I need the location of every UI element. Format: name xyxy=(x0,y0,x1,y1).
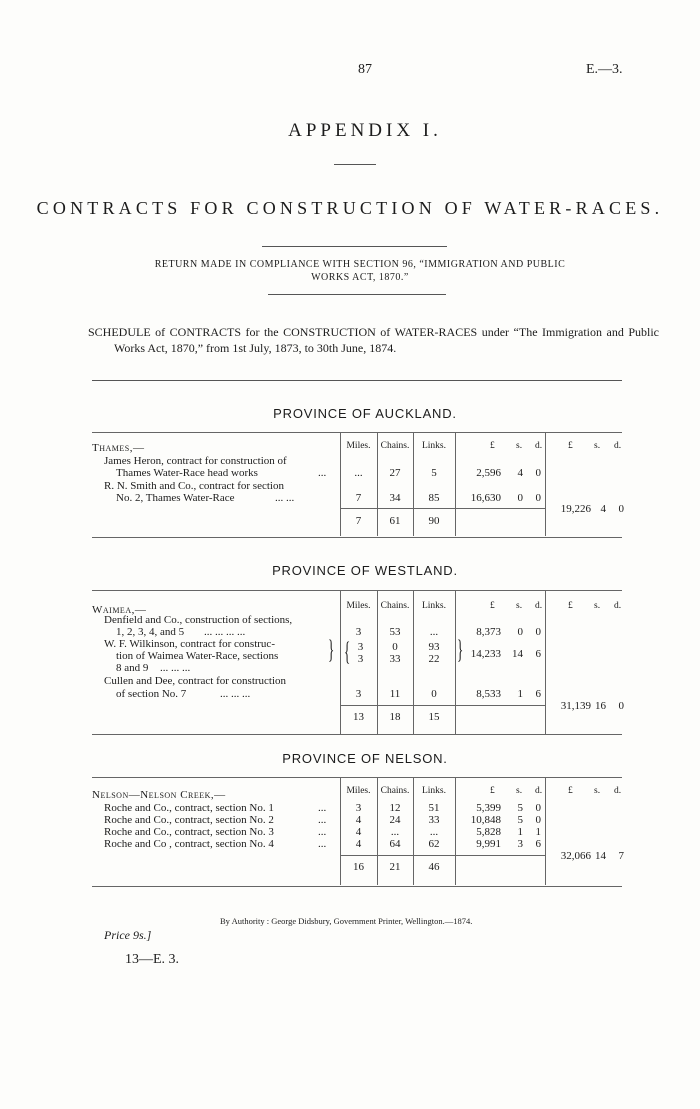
header-chains: Chains. xyxy=(380,601,410,611)
cell-chains: ... xyxy=(390,826,400,838)
brace-left: { xyxy=(344,637,351,666)
cell-shillings: 0 xyxy=(517,492,523,504)
cell-links: 0 xyxy=(431,688,437,700)
cell-chains: 11 xyxy=(389,688,401,700)
grand-total-shillings: 16 xyxy=(595,700,606,712)
district-nelson-creek: Nelson—Nelson Creek,— xyxy=(92,789,226,801)
leader-dots: ... xyxy=(318,814,327,826)
signature-mark: 13—E. 3. xyxy=(125,952,180,967)
contract-description: R. N. Smith and Co., contract for section xyxy=(104,480,284,492)
cell-chains: 0 xyxy=(392,641,398,653)
leader-dots: ... ... xyxy=(275,492,295,504)
cell-pounds: 2,596 xyxy=(476,467,501,479)
brace-right: } xyxy=(328,635,335,664)
cell-miles: 3 xyxy=(355,626,362,638)
cell-miles: 4 xyxy=(355,814,362,826)
contract-description: Roche and Co , contract, section No. 4 xyxy=(104,838,274,850)
cell-miles: ... xyxy=(354,467,363,479)
cell-pence: 1 xyxy=(535,826,541,838)
nelson-bottom-rule xyxy=(92,886,622,887)
header-pounds: £ xyxy=(490,441,495,451)
cell-pence: 0 xyxy=(535,626,541,638)
contract-description: Roche and Co., contract, section No. 2 xyxy=(104,814,274,826)
cell-links: 93 xyxy=(428,641,440,653)
section-rule xyxy=(92,380,622,381)
cell-shillings: 0 xyxy=(517,626,523,638)
cell-shillings: 5 xyxy=(517,814,523,826)
cell-chains: 24 xyxy=(389,814,401,826)
leader-dots: ... xyxy=(318,838,327,850)
total-links: 15 xyxy=(428,711,440,723)
cell-pence: 6 xyxy=(535,688,541,700)
grand-total-shillings: 14 xyxy=(595,850,606,862)
schedule-description: SCHEDULE of CONTRACTS for the CONSTRUCTION of WATER-RACES under “The Immigration and Public Works Act, 1870,” from 1st July, 1873, to 30th June, 1874. xyxy=(88,325,659,355)
cell-chains: 53 xyxy=(389,626,401,638)
total-chains: 61 xyxy=(389,515,401,527)
header-miles: Miles. xyxy=(346,786,371,796)
subtotal-rule xyxy=(340,508,545,509)
total-miles: 16 xyxy=(353,861,364,873)
total-miles: 7 xyxy=(355,515,362,527)
appendix-title: APPENDIX I. xyxy=(288,120,442,141)
cell-pounds: 8,373 xyxy=(476,626,501,638)
cell-links: 33 xyxy=(428,814,440,826)
cell-pounds: 14,233 xyxy=(470,648,501,660)
westland-top-rule xyxy=(92,590,622,591)
cell-shillings: 3 xyxy=(517,838,523,850)
return-line-1: RETURN MADE IN COMPLIANCE WITH SECTION 96, “IMMIGRATION AND PUBLIC xyxy=(154,259,566,270)
cell-shillings: 4 xyxy=(517,467,523,479)
cell-pence: 0 xyxy=(535,467,541,479)
header-total-pence: d. xyxy=(614,786,622,796)
subtotal-rule xyxy=(340,855,545,856)
cell-miles: 3 xyxy=(355,802,362,814)
cell-miles: 4 xyxy=(355,838,362,850)
cell-miles: 3 xyxy=(355,688,362,700)
header-chains: Chains. xyxy=(380,786,410,796)
leader-dots: ... xyxy=(318,802,327,814)
header-miles: Miles. xyxy=(346,601,371,611)
auckland-bottom-rule xyxy=(92,537,622,538)
cell-pounds: 5,399 xyxy=(476,802,501,814)
header-total-pence: d. xyxy=(614,601,622,611)
cell-pounds: 5,828 xyxy=(476,826,501,838)
contract-description: Roche and Co., contract, section No. 1 xyxy=(104,802,274,814)
leader-dots: ... xyxy=(318,826,327,838)
header-total-pounds: £ xyxy=(568,786,573,796)
grand-total-shillings: 4 xyxy=(600,503,606,515)
header-links: Links. xyxy=(421,441,446,451)
cell-pounds: 10,848 xyxy=(470,814,501,826)
cell-links: ... xyxy=(429,626,439,638)
cell-shillings: 5 xyxy=(517,802,523,814)
header-total-shillings: s. xyxy=(594,786,601,796)
col-divider xyxy=(545,777,546,885)
col-divider xyxy=(545,432,546,536)
document-reference: E.—3. xyxy=(586,62,623,77)
grand-total-pounds: 31,139 xyxy=(560,700,591,712)
contract-description: Cullen and Dee, contract for construction xyxy=(104,675,287,687)
cell-links: 5 xyxy=(431,467,437,479)
header-total-pounds: £ xyxy=(568,441,573,451)
return-top-rule xyxy=(262,246,447,247)
header-pence: d. xyxy=(535,441,543,451)
header-total-pence: d. xyxy=(614,441,622,451)
price: Price 9s.] xyxy=(104,928,152,942)
contract-description: 1, 2, 3, 4, and 5 xyxy=(116,626,185,638)
cell-chains: 34 xyxy=(389,492,401,504)
cell-chains: 64 xyxy=(389,838,401,850)
cell-pounds: 8,533 xyxy=(476,688,501,700)
cell-pence: 0 xyxy=(535,492,541,504)
cell-links: 22 xyxy=(428,653,440,665)
cell-links: 62 xyxy=(428,838,440,850)
total-chains: 21 xyxy=(389,861,401,873)
cell-shillings: 1 xyxy=(517,688,523,700)
cell-miles: 3 xyxy=(357,653,364,665)
cell-pence: 0 xyxy=(535,802,541,814)
cell-miles: 3 xyxy=(357,641,364,653)
contract-description: tion of Waimea Water-Race, sections xyxy=(116,650,279,662)
cell-links: 51 xyxy=(428,802,440,814)
total-links: 46 xyxy=(428,861,440,873)
contract-description: Roche and Co., contract, section No. 3 xyxy=(104,826,274,838)
province-westland-title: PROVINCE OF WESTLAND. xyxy=(272,563,458,578)
cell-shillings: 14 xyxy=(512,648,523,660)
header-pounds: £ xyxy=(490,786,495,796)
province-nelson-title: PROVINCE OF NELSON. xyxy=(282,751,448,766)
header-shillings: s. xyxy=(516,601,523,611)
cell-miles: 4 xyxy=(355,826,362,838)
cell-chains: 27 xyxy=(389,467,401,479)
grand-total-pence: 7 xyxy=(618,850,624,862)
page-number: 87 xyxy=(358,62,372,77)
leader-dots: ... xyxy=(318,467,327,479)
header-total-shillings: s. xyxy=(594,601,601,611)
return-heading xyxy=(90,258,630,284)
header-pence: d. xyxy=(535,786,543,796)
brace-right: } xyxy=(457,635,464,664)
contract-description: James Heron, contract for construction of xyxy=(104,455,287,467)
contract-description: No. 2, Thames Water-Race xyxy=(116,492,235,504)
cell-pounds: 9,991 xyxy=(476,838,501,850)
header-miles: Miles. xyxy=(346,441,371,451)
printer-authority: By Authority : George Didsbury, Government Printer, Wellington.—1874. xyxy=(220,916,473,926)
total-links: 90 xyxy=(428,515,440,527)
grand-total-pence: 0 xyxy=(618,503,624,515)
cell-chains: 12 xyxy=(389,802,401,814)
grand-total-pounds: 32,066 xyxy=(560,850,591,862)
header-total-pounds: £ xyxy=(568,601,573,611)
province-auckland-title: PROVINCE OF AUCKLAND. xyxy=(273,406,457,421)
col-divider xyxy=(455,590,456,734)
contract-description: Thames Water-Race head works xyxy=(116,467,258,479)
district-waimea: Waimea,— xyxy=(92,604,147,616)
title-rule xyxy=(334,164,376,165)
contract-description: W. F. Wilkinson, contract for construc- xyxy=(104,638,275,650)
grand-total-pounds: 19,226 xyxy=(560,503,591,515)
cell-shillings: 1 xyxy=(517,826,523,838)
return-line-2: WORKS ACT, 1870.” xyxy=(311,272,409,283)
cell-chains: 33 xyxy=(389,653,401,665)
header-links: Links. xyxy=(421,601,446,611)
cell-pence: 6 xyxy=(535,838,541,850)
leader-dots: ... ... ... ... xyxy=(204,626,246,638)
header-shillings: s. xyxy=(516,786,523,796)
header-pence: d. xyxy=(535,601,543,611)
return-bottom-rule xyxy=(268,294,446,295)
header-links: Links. xyxy=(421,786,446,796)
leader-dots: ... ... ... xyxy=(160,662,191,674)
col-divider xyxy=(455,432,456,536)
cell-pence: 6 xyxy=(535,648,541,660)
contract-description: of section No. 7 xyxy=(116,688,187,700)
header-pounds: £ xyxy=(490,601,495,611)
total-miles: 13 xyxy=(353,711,364,723)
westland-bottom-rule xyxy=(92,734,622,735)
cell-pence: 0 xyxy=(535,814,541,826)
header-chains: Chains. xyxy=(380,441,410,451)
header-total-shillings: s. xyxy=(594,441,601,451)
header-shillings: s. xyxy=(516,441,523,451)
subtotal-rule xyxy=(340,705,545,706)
auckland-top-rule xyxy=(92,432,622,433)
total-chains: 18 xyxy=(389,711,401,723)
leader-dots: ... ... ... xyxy=(220,688,251,700)
grand-total-pence: 0 xyxy=(618,700,624,712)
contracts-title: CONTRACTS FOR CONSTRUCTION OF WATER-RACES. xyxy=(36,198,664,218)
cell-miles: 7 xyxy=(355,492,362,504)
nelson-top-rule xyxy=(92,777,622,778)
contract-description: 8 and 9 xyxy=(116,662,149,674)
cell-pounds: 16,630 xyxy=(470,492,501,504)
contract-description: Denfield and Co., construction of sections, xyxy=(104,614,293,626)
district-thames: Thames,— xyxy=(92,442,145,454)
col-divider xyxy=(545,590,546,734)
cell-links: ... xyxy=(429,826,439,838)
cell-links: 85 xyxy=(428,492,440,504)
